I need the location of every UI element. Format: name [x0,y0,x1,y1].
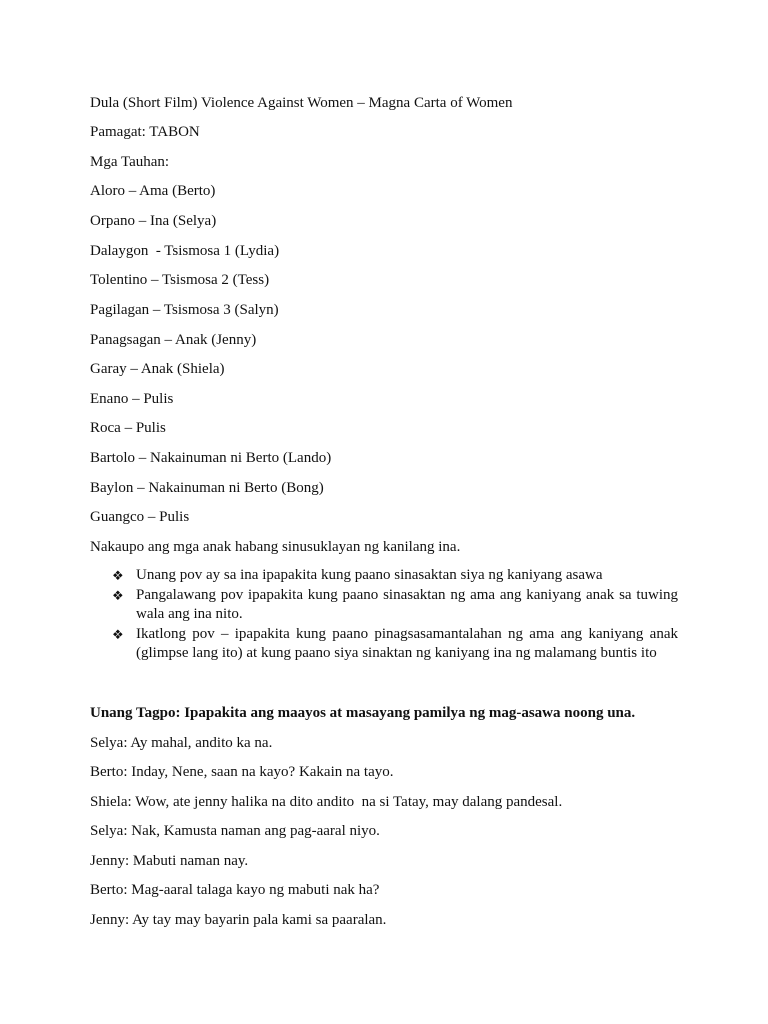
cast-item: Aloro – Ama (Berto) [90,183,216,199]
cast-item: Panagsagan – Anak (Jenny) [90,332,257,348]
cast-item: Orpano – Ina (Selya) [90,213,217,229]
list-item [90,625,678,664]
cast-item: Garay – Anak (Shiela) [90,361,225,377]
list-item [90,586,678,625]
list-item-text: Pangalawang pov ipapakita kung paano sinasaktan ng ama ang kaniyang anak sa tuwing wala ang ina nito. [136,586,678,622]
dialogue-line: Shiela: Wow, ate jenny halika na dito andito na si Tatay, may dalang pandesal. [90,794,563,810]
dialogue-line: Jenny: Ay tay may bayarin pala kami sa paaralan. [90,912,387,928]
play-title-line: Pamagat: TABON [90,124,200,140]
cast-item: Enano – Pulis [90,391,174,407]
diamond-star-icon: ❖ [112,568,124,583]
dialogue-line: Berto: Mag-aaral talaga kayo ng mabuti nak ha? [90,882,380,898]
dialogue-line: Berto: Inday, Nene, saan na kayo? Kakain na tayo. [90,764,394,780]
list-item-text: Ikatlong pov – ipapakita kung paano pinagsasamantalahan ng ama ang kaniyang anak (glimpse lang ito) at kung paano siya sinaktan ng kaniyang ina ng malamang buntis ito [136,625,678,661]
cast-item: Baylon – Nakainuman ni Berto (Bong) [90,480,324,496]
list-item [90,566,678,586]
cast-item: Bartolo – Nakainuman ni Berto (Lando) [90,450,332,466]
dialogue-line: Selya: Ay mahal, andito ka na. [90,735,273,751]
diamond-star-icon: ❖ [112,587,124,603]
diamond-star-icon: ❖ [112,626,124,642]
cast-heading: Mga Tauhan: [90,154,170,170]
scene-heading: Unang Tagpo: Ipapakita ang maayos at masayang pamilya ng mag-asawa noong una. [90,705,636,721]
cast-item: Roca – Pulis [90,420,166,436]
list-item-text: Unang pov ay sa ina ipapakita kung paano sinasaktan siya ng kaniyang asawa [136,567,603,583]
cast-item: Tolentino – Tsismosa 2 (Tess) [90,272,270,288]
dialogue-line: Selya: Nak, Kamusta naman ang pag-aaral niyo. [90,823,380,839]
document-title: Dula (Short Film) Violence Against Women – Magna Carta of Women [90,95,513,111]
cast-item: Pagilagan – Tsismosa 3 (Salyn) [90,302,279,318]
pov-list [90,566,678,664]
stage-direction: Nakaupo ang mga anak habang sinusuklayan ng kanilang ina. [90,539,461,555]
cast-item: Dalaygon - Tsismosa 1 (Lydia) [90,243,280,259]
cast-item: Guangco – Pulis [90,509,190,525]
dialogue-line: Jenny: Mabuti naman nay. [90,853,249,869]
